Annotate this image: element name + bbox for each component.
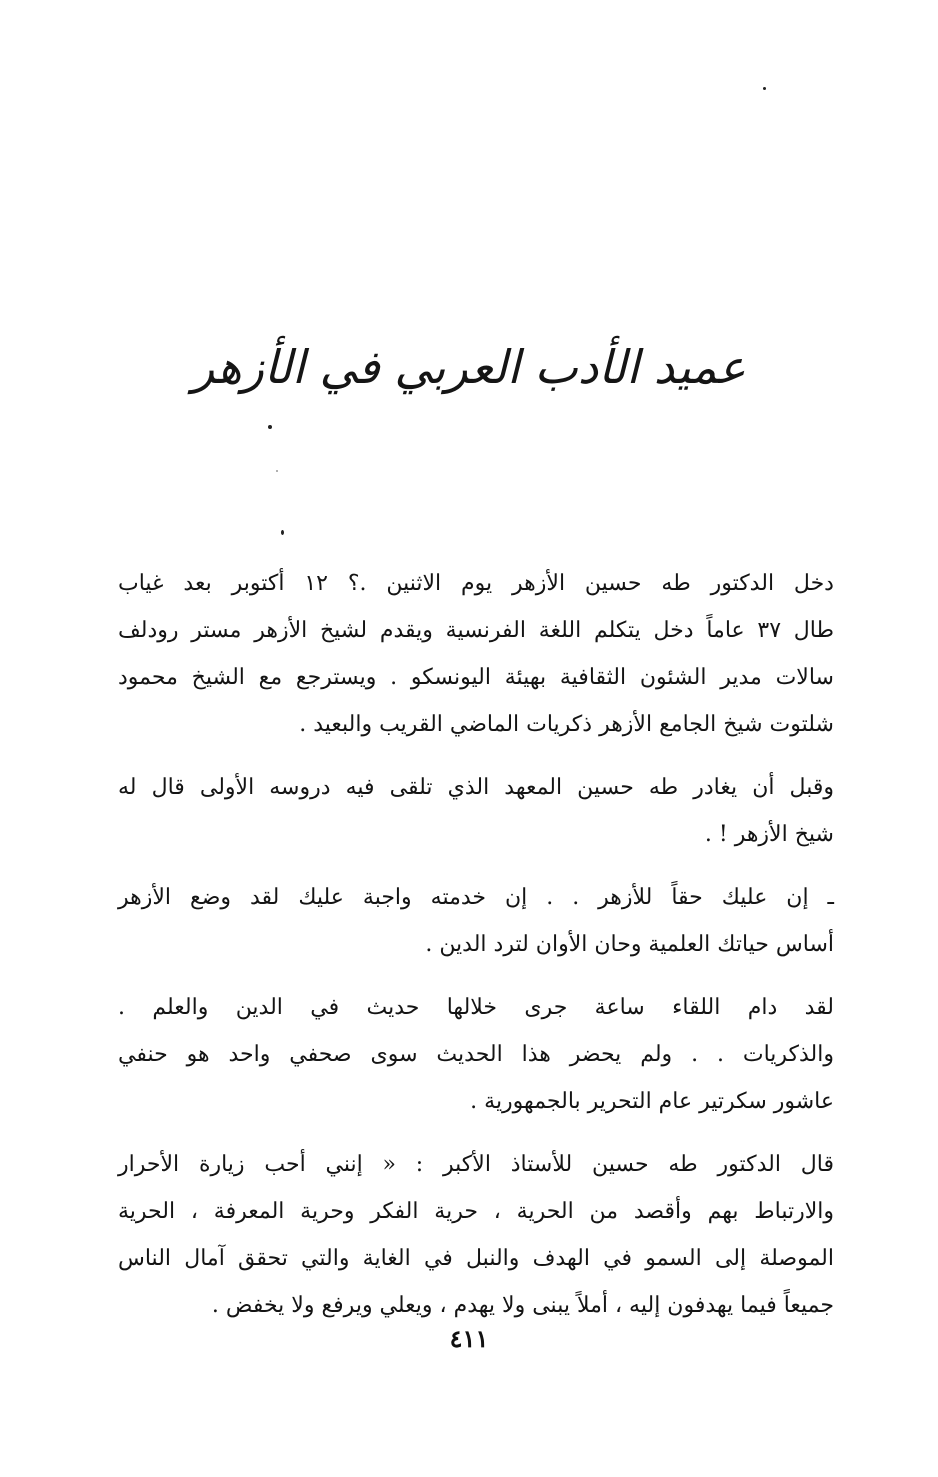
text-line: طال ٣٧ عاماً دخل يتكلم اللغة الفرنسية ويقدم لشيخ الأزهر مستر رودلف [118, 618, 834, 643]
chapter-title: عميد الأدب العربي في الأزهر [192, 340, 746, 394]
text-line: شيخ الأزهر ! . [704, 822, 834, 847]
scan-speck [763, 87, 766, 90]
text-line: لقد دام اللقاء ساعة جرى خلالها حديث في الدين والعلم . [118, 995, 834, 1020]
text-line: عاشور سكرتير عام التحرير بالجمهورية . [470, 1089, 834, 1114]
body-text [118, 560, 834, 1345]
paragraph [118, 764, 834, 858]
paragraph [118, 874, 834, 968]
page-number: ٤١١ [449, 1324, 489, 1353]
text-line: ـ إن عليك حقاً للأزهر . . إن خدمته واجبة عليك لقد وضع الأزهر [118, 885, 834, 910]
text-line: أساس حياتك العلمية وحان الأوان لترد الدين . [425, 932, 834, 957]
scan-speck [276, 470, 278, 472]
paragraph [118, 560, 834, 748]
text-line: والذكريات . . ولم يحضر هذا الحديث سوى صحفي واحد هو حنفي [118, 1042, 834, 1067]
scan-speck [281, 530, 284, 535]
text-line: وقبل أن يغادر طه حسين المعهد الذي تلقى فيه دروسه الأولى قال له [118, 775, 834, 800]
text-line: والارتباط بهم وأقصد من الحرية ، حرية الفكر وحرية المعرفة ، الحرية [118, 1199, 834, 1224]
paragraph [118, 1141, 834, 1329]
text-line: الموصلة إلى السمو في الهدف والنبل في الغاية والتي تحقق آمال الناس [118, 1246, 834, 1271]
text-line: شلتوت شيخ الجامع الأزهر ذكريات الماضي القريب والبعيد . [299, 712, 834, 737]
text-line: جميعاً فيما يهدفون إليه ، أملاً يبنى ولا يهدم ، ويعلي ويرفع ولا يخفض . [211, 1293, 834, 1318]
paragraph [118, 984, 834, 1125]
text-line: سالات مدير الشئون الثقافية بهيئة اليونسكو . ويسترجع مع الشيخ محمود [118, 665, 834, 690]
text-line: دخل الدكتور طه حسين الأزهر يوم الاثنين .؟ ١٢ أكتوبر بعد غياب [118, 571, 834, 596]
text-line: قال الدكتور طه حسين للأستاذ الأكبر : « إنني أحب زيارة الأحرار [118, 1152, 834, 1177]
scan-speck [268, 425, 272, 429]
